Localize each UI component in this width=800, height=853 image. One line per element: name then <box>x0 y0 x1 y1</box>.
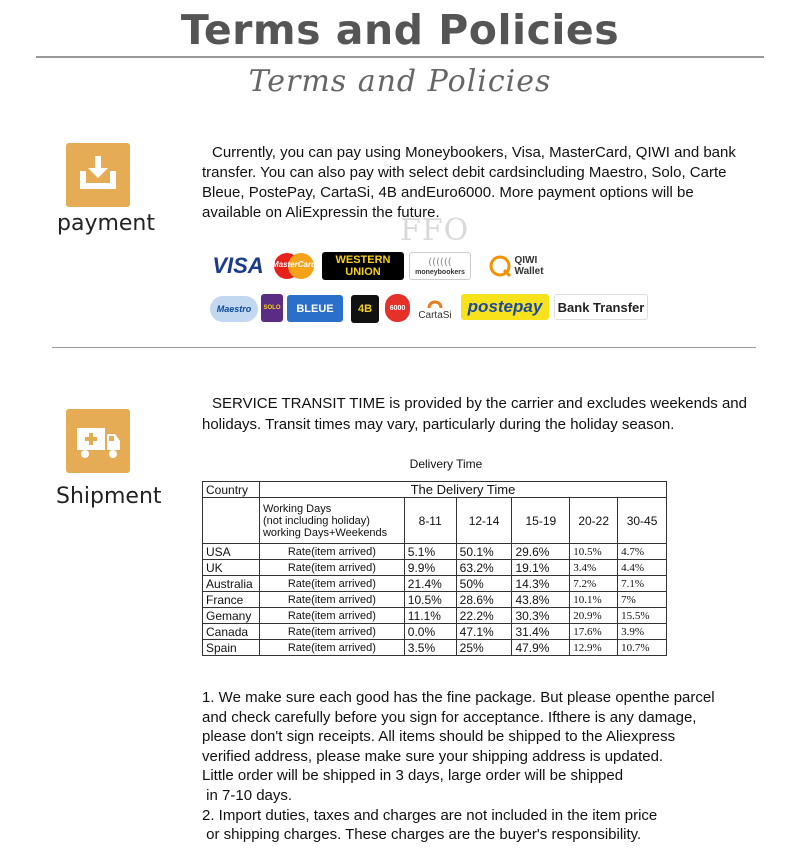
download-tray-icon <box>66 143 130 207</box>
table-row <box>203 576 667 592</box>
moneybookers-logo: (((((( moneybookers <box>409 252 471 280</box>
percentage-cell: 50.1% <box>456 544 512 560</box>
percentage-cell: 31.4% <box>512 624 570 640</box>
script-subtitle: Terms and Policies <box>248 64 552 99</box>
rate-cell: Rate(item arrived) <box>259 624 404 640</box>
country-cell: Gemany <box>203 608 260 624</box>
percentage-cell: 14.3% <box>512 576 570 592</box>
country-cell: France <box>203 592 260 608</box>
table-row <box>203 592 667 608</box>
visa-logo: VISA <box>212 253 264 278</box>
percentage-cell: 22.2% <box>456 608 512 624</box>
country-cell: Spain <box>203 640 260 656</box>
range-header: 30-45 <box>618 498 667 544</box>
percentage-cell: 3.5% <box>404 640 456 656</box>
percentage-cell: 29.6% <box>512 544 570 560</box>
note-line: in 7-10 days. <box>202 786 293 804</box>
percentage-cell: 4.7% <box>618 544 667 560</box>
rate-cell: Rate(item arrived) <box>259 592 404 608</box>
delivery-truck-icon <box>66 409 130 473</box>
percentage-cell: 47.1% <box>456 624 512 640</box>
table-header-row <box>203 482 667 498</box>
shipping-notes <box>202 688 715 845</box>
bank-transfer-logo: Bank Transfer <box>554 294 648 320</box>
delivery-time-header: The Delivery Time <box>259 482 666 498</box>
table-subheader-row <box>203 498 667 544</box>
range-header: 8-11 <box>404 498 456 544</box>
percentage-cell: 20.9% <box>570 608 618 624</box>
percentage-cell: 47.9% <box>512 640 570 656</box>
table-row <box>203 608 667 624</box>
rate-cell: Rate(item arrived) <box>259 544 404 560</box>
payment-section-icon <box>66 143 130 207</box>
western-union-logo: WESTERN UNION <box>322 252 404 280</box>
watermark: FFO <box>400 213 470 248</box>
percentage-cell: 7% <box>618 592 667 608</box>
percentage-cell: 63.2% <box>456 560 512 576</box>
country-cell: USA <box>203 544 260 560</box>
percentage-cell: 12.9% <box>570 640 618 656</box>
postepay-logo: postepay <box>461 294 549 320</box>
percentage-cell: 7.1% <box>618 576 667 592</box>
euro6000-logo: 6000 <box>385 294 410 322</box>
percentage-cell: 5.1% <box>404 544 456 560</box>
note-line: 1. We make sure each good has the fine package. But please openthe parcel <box>202 689 715 706</box>
range-header: 15-19 <box>512 498 570 544</box>
payment-description: Currently, you can pay using Moneybookers, Visa, MasterCard, QIWI and bank transfer. You can also pay with select debit cardsincluding Maestro, Solo, Carte Bleue, PostePay, CartaSi, 4B andEuro6000. More payment options will be available on AliExpressin the future. <box>202 144 736 221</box>
percentage-cell: 21.4% <box>404 576 456 592</box>
4b-logo: 4B <box>351 295 379 323</box>
payment-label: payment <box>57 211 156 236</box>
note-line: please don't sign receipts. All items should be shipped to the Aliexpress <box>202 728 676 746</box>
note-line: verified address, please make sure your shipping address is updated. <box>202 747 664 765</box>
percentage-cell: 15.5% <box>618 608 667 624</box>
carte-bleue-logo: BLEUE <box>287 295 343 322</box>
percentage-cell: 10.5% <box>404 592 456 608</box>
table-row <box>203 624 667 640</box>
percentage-cell: 10.5% <box>570 544 618 560</box>
mastercard-logo: MasterCard <box>270 252 318 280</box>
qiwi-wallet-logo: QIWI Wallet <box>480 253 566 279</box>
note-line: Little order will be shipped in 3 days, large order will be shipped <box>202 767 624 785</box>
table-row <box>203 544 667 560</box>
table-row <box>203 640 667 656</box>
note-line: 2. Import duties, taxes and charges are not included in the item price <box>202 806 658 824</box>
country-header: Country <box>203 482 260 498</box>
title-divider <box>36 56 764 58</box>
note-line: or shipping charges. These charges are the buyer's responsibility. <box>202 826 642 844</box>
rate-cell: Rate(item arrived) <box>259 640 404 656</box>
shipment-description: SERVICE TRANSIT TIME is provided by the carrier and excludes weekends and holidays. Transit times may vary, particularly during the holiday season. <box>202 395 747 433</box>
percentage-cell: 28.6% <box>456 592 512 608</box>
rate-cell: Rate(item arrived) <box>259 576 404 592</box>
shipment-label: Shipment <box>56 484 162 509</box>
percentage-cell: 3.9% <box>618 624 667 640</box>
note-line: and check carefully before you sign for acceptance. Ifthere is any damage, <box>202 708 697 726</box>
percentage-cell: 3.4% <box>570 560 618 576</box>
rate-cell: Rate(item arrived) <box>259 608 404 624</box>
country-cell: UK <box>203 560 260 576</box>
percentage-cell: 43.8% <box>512 592 570 608</box>
percentage-cell: 10.7% <box>618 640 667 656</box>
table-row <box>203 560 667 576</box>
percentage-cell: 9.9% <box>404 560 456 576</box>
country-cell: Canada <box>203 624 260 640</box>
shipment-section-icon <box>66 409 130 473</box>
percentage-cell: 10.1% <box>570 592 618 608</box>
table-caption: Delivery Time <box>409 457 483 471</box>
percentage-cell: 11.1% <box>404 608 456 624</box>
maestro-logo: Maestro <box>210 296 258 322</box>
delivery-time-table <box>202 481 667 656</box>
cartasi-logo: CartaSi <box>414 293 456 323</box>
percentage-cell: 7.2% <box>570 576 618 592</box>
range-header: 12-14 <box>456 498 512 544</box>
percentage-cell: 0.0% <box>404 624 456 640</box>
country-cell: Australia <box>203 576 260 592</box>
rate-cell: Rate(item arrived) <box>259 560 404 576</box>
percentage-cell: 17.6% <box>570 624 618 640</box>
page-title: Terms and Policies <box>180 6 620 54</box>
percentage-cell: 50% <box>456 576 512 592</box>
percentage-cell: 4.4% <box>618 560 667 576</box>
percentage-cell: 30.3% <box>512 608 570 624</box>
percentage-cell: 19.1% <box>512 560 570 576</box>
working-days-header: Working Days (not including holiday) working Days+Weekends <box>259 498 404 544</box>
percentage-cell: 25% <box>456 640 512 656</box>
solo-logo: SOLO <box>261 294 283 322</box>
section-divider <box>52 347 756 348</box>
range-header: 20-22 <box>570 498 618 544</box>
